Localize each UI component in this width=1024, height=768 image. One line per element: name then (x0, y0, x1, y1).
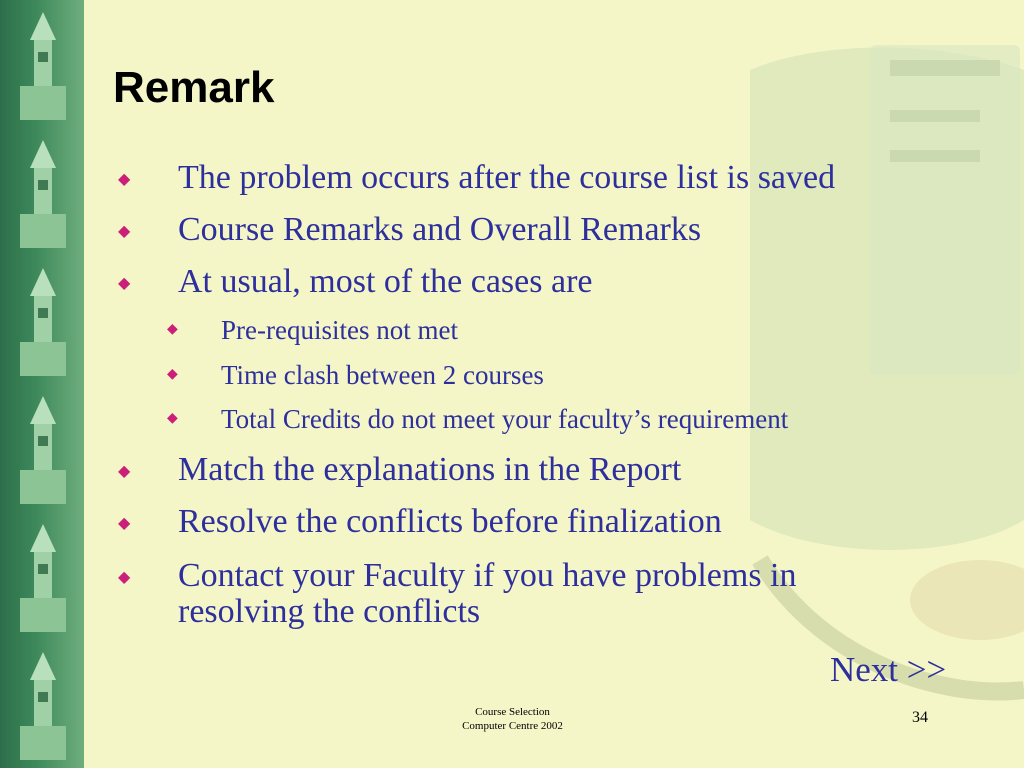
footer-organization: Computer Centre 2002 (462, 720, 563, 733)
page-number: 34 (912, 709, 928, 726)
bullet-text: Resolve the conflicts before finalization (178, 503, 722, 540)
bullet-item (118, 159, 968, 196)
bullet-text: At usual, most of the cases are (178, 263, 593, 300)
sub-bullet-item (167, 315, 981, 345)
clock-tower-icon (0, 640, 84, 768)
clock-tower-icon (0, 384, 84, 512)
diamond-bullet-icon: ◆ (167, 367, 178, 382)
clock-tower-icon (0, 0, 84, 128)
sub-bullet-item (167, 360, 981, 390)
clock-tower-icon (0, 128, 84, 256)
next-link[interactable]: Next >> (830, 650, 947, 689)
bullet-item (118, 451, 968, 488)
footer (430, 705, 595, 734)
bullet-text: Course Remarks and Overall Remarks (178, 211, 702, 248)
clock-tower-icon (0, 256, 84, 384)
diamond-bullet-icon: ◆ (118, 223, 131, 240)
bullet-text: Match the explanations in the Report (178, 451, 682, 488)
diamond-bullet-icon: ◆ (167, 322, 178, 337)
decorative-side-strip (0, 0, 84, 768)
bullet-text: Contact your Faculty if you have problems in resolving the conflicts (178, 557, 797, 630)
bullet-text: Pre-requisites not met (221, 315, 458, 345)
bullet-item (118, 211, 968, 248)
bullet-item (118, 503, 968, 540)
sub-bullet-item (167, 404, 981, 434)
diamond-bullet-icon: ◆ (118, 463, 131, 480)
diamond-bullet-icon: ◆ (118, 171, 131, 188)
bullet-text: Total Credits do not meet your faculty’s requirement (221, 404, 789, 434)
bullet-item (118, 263, 968, 300)
footer-course-title: Course Selection (475, 706, 550, 718)
slide-title: Remark (113, 63, 275, 112)
diamond-bullet-icon: ◆ (118, 569, 131, 586)
diamond-bullet-icon: ◆ (167, 411, 178, 426)
diamond-bullet-icon: ◆ (118, 515, 131, 532)
bullet-item (118, 557, 918, 630)
bullet-text: The problem occurs after the course list is saved (178, 159, 836, 196)
clock-tower-icon (0, 512, 84, 640)
bullet-text: Time clash between 2 courses (221, 360, 544, 390)
diamond-bullet-icon: ◆ (118, 275, 131, 292)
